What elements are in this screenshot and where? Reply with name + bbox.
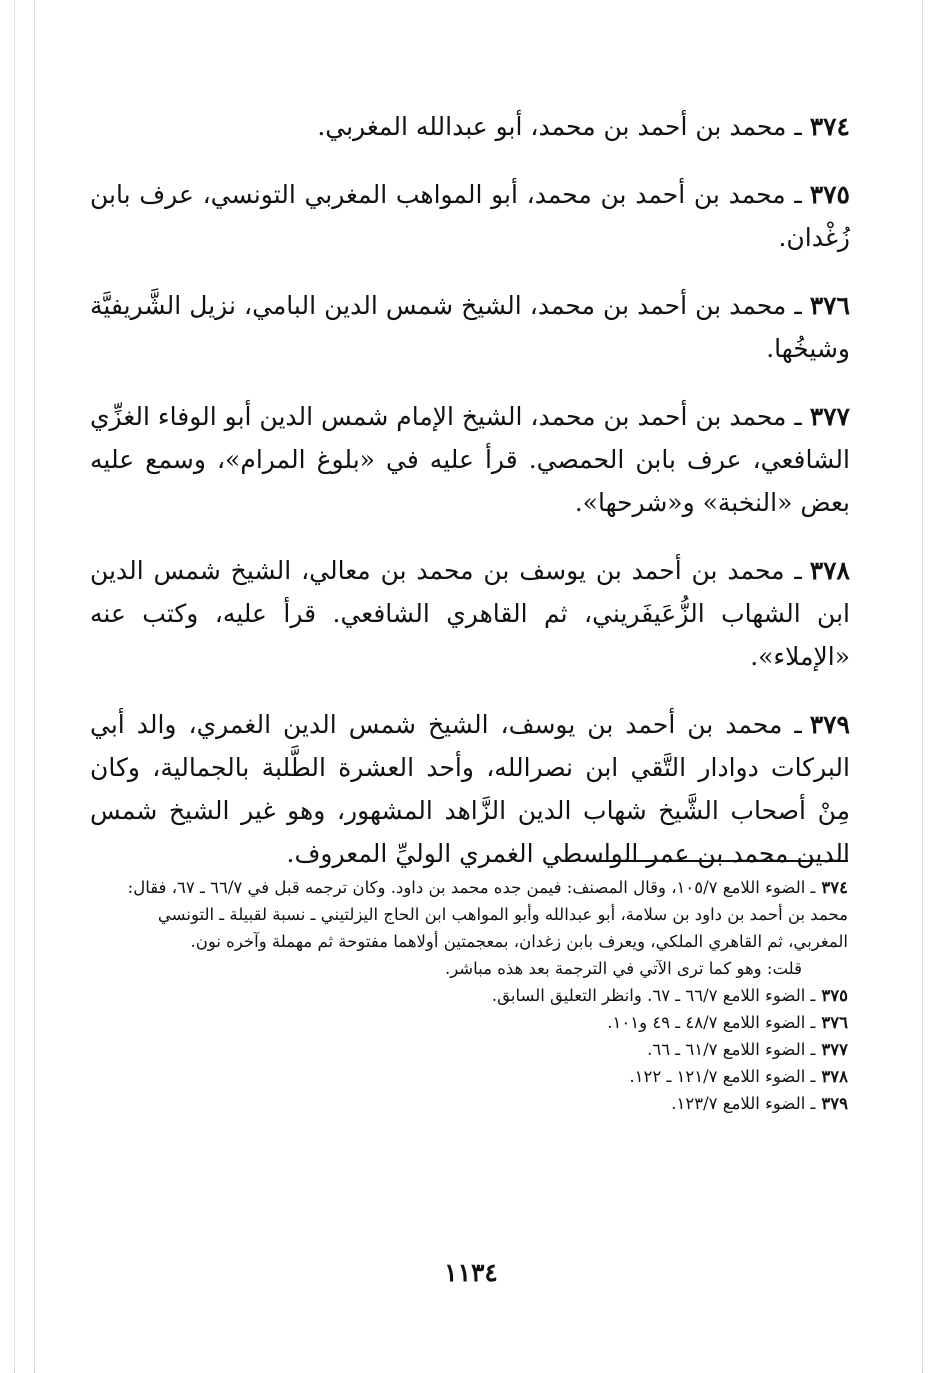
footnote-divider <box>596 860 848 862</box>
left-margin-guide-2 <box>34 0 36 1373</box>
footnote-number: ٣٧٥ <box>821 986 848 1005</box>
footnote-text: ـ الضوء اللامع ١٠٥/٧، وقال المصنف: فيمن جده محمد بن داود. وكان ترجمه قبل في ٦٦/٧ ـ ٦٧، فقال: محمد بن أحمد بن داود بن سلامة، أبو عبدالله وأبو المواهب ابن الحاج اليزلتيني ـ نسبة لقبيلة ـ التونسي المغربي، ثم القاهري الملكي، ويعرف بابن زغدان، بمعجمتين أولاهما مفتوحة ثم مهملة وآخره نون. <box>127 878 848 951</box>
entry-text: ـ محمد بن أحمد بن محمد، الشيخ شمس الدين البامي، نزيل الشَّريفيَّة وشيخُها. <box>90 291 850 363</box>
entry-text: ـ محمد بن أحمد بن محمد، أبو المواهب المغربي التونسي، عرف بابن زُغْدان. <box>90 180 850 252</box>
footnote-text: ـ الضوء اللامع ٦٦/٧ ـ ٦٧. وانظر التعليق السابق. <box>491 986 816 1005</box>
footnote-376 <box>96 1009 848 1036</box>
footnote-378 <box>96 1063 848 1090</box>
left-margin-guide <box>14 0 16 1373</box>
entry-376 <box>90 284 850 370</box>
footnote-comment <box>96 955 848 982</box>
entry-number: ٣٧٥ <box>809 180 850 209</box>
footnote-number: ٣٧٨ <box>821 1067 848 1086</box>
entry-number: ٣٧٤ <box>809 112 850 141</box>
entry-number: ٣٧٧ <box>809 402 850 431</box>
footnote-number: ٣٧٤ <box>821 878 848 897</box>
footnote-text: ـ الضوء اللامع ٤٨/٧ ـ ٤٩ و١٠١. <box>607 1013 816 1032</box>
page-number: ١١٣٤ <box>444 1258 498 1287</box>
footnote-377 <box>96 1036 848 1063</box>
entry-number: ٣٧٩ <box>809 710 850 739</box>
entry-text: ـ محمد بن أحمد بن يوسف، الشيخ شمس الدين الغمري، والد أبي البركات دوادار التَّقي ابن نصرالله، وأحد العشرة الطَّلبة بالجمالية، وكان مِنْ أصحاب الشَّيخ شهاب الدين الزَّاهد المشهور، وهو غير الشيخ شمس الدين محمد بن عمر الواسطي الغمري الوليِّ المعروف. <box>90 710 850 868</box>
entry-text: ـ محمد بن أحمد بن محمد، أبو عبدالله المغربي. <box>317 112 802 141</box>
footnote-379 <box>96 1090 848 1117</box>
footnote-text: ـ الضوء اللامع ١٢١/٧ ـ ١٢٢. <box>629 1067 816 1086</box>
right-margin-guide <box>922 0 924 1373</box>
main-text <box>90 80 850 891</box>
entry-374 <box>90 105 850 148</box>
entry-number: ٣٧٨ <box>809 556 850 585</box>
entry-375 <box>90 173 850 259</box>
footnote-number: ٣٧٧ <box>821 1040 848 1059</box>
entry-text: ـ محمد بن أحمد بن محمد، الشيخ الإمام شمس الدين أبو الوفاء الغزِّي الشافعي، عرف بابن الحمصي. قرأ عليه في «بلوغ المرام»، وسمع عليه بعض «النخبة» و«شرحها». <box>89 402 850 517</box>
entry-379 <box>90 703 850 875</box>
footnote-374 <box>96 874 848 955</box>
entry-number: ٣٧٦ <box>809 291 850 320</box>
footnote-number: ٣٧٩ <box>821 1094 848 1113</box>
footnote-text: ـ الضوء اللامع ١٢٣/٧. <box>671 1094 816 1113</box>
footnote-number: ٣٧٦ <box>821 1013 848 1032</box>
footnotes <box>96 874 848 1117</box>
entry-text: ـ محمد بن أحمد بن يوسف بن محمد بن معالي، الشيخ شمس الدين ابن الشهاب الزُّعَيفَريني، ثم القاهري الشافعي. قرأ عليه، وكتب عنه «الإملاء». <box>90 556 850 671</box>
footnote-text: قلت: وهو كما ترى الآتي في الترجمة بعد هذه مباشر. <box>444 959 802 978</box>
footnote-text: ـ الضوء اللامع ٦١/٧ ـ ٦٦. <box>647 1040 816 1059</box>
entry-378 <box>90 549 850 678</box>
entry-377 <box>90 395 850 524</box>
footnote-375 <box>96 982 848 1009</box>
